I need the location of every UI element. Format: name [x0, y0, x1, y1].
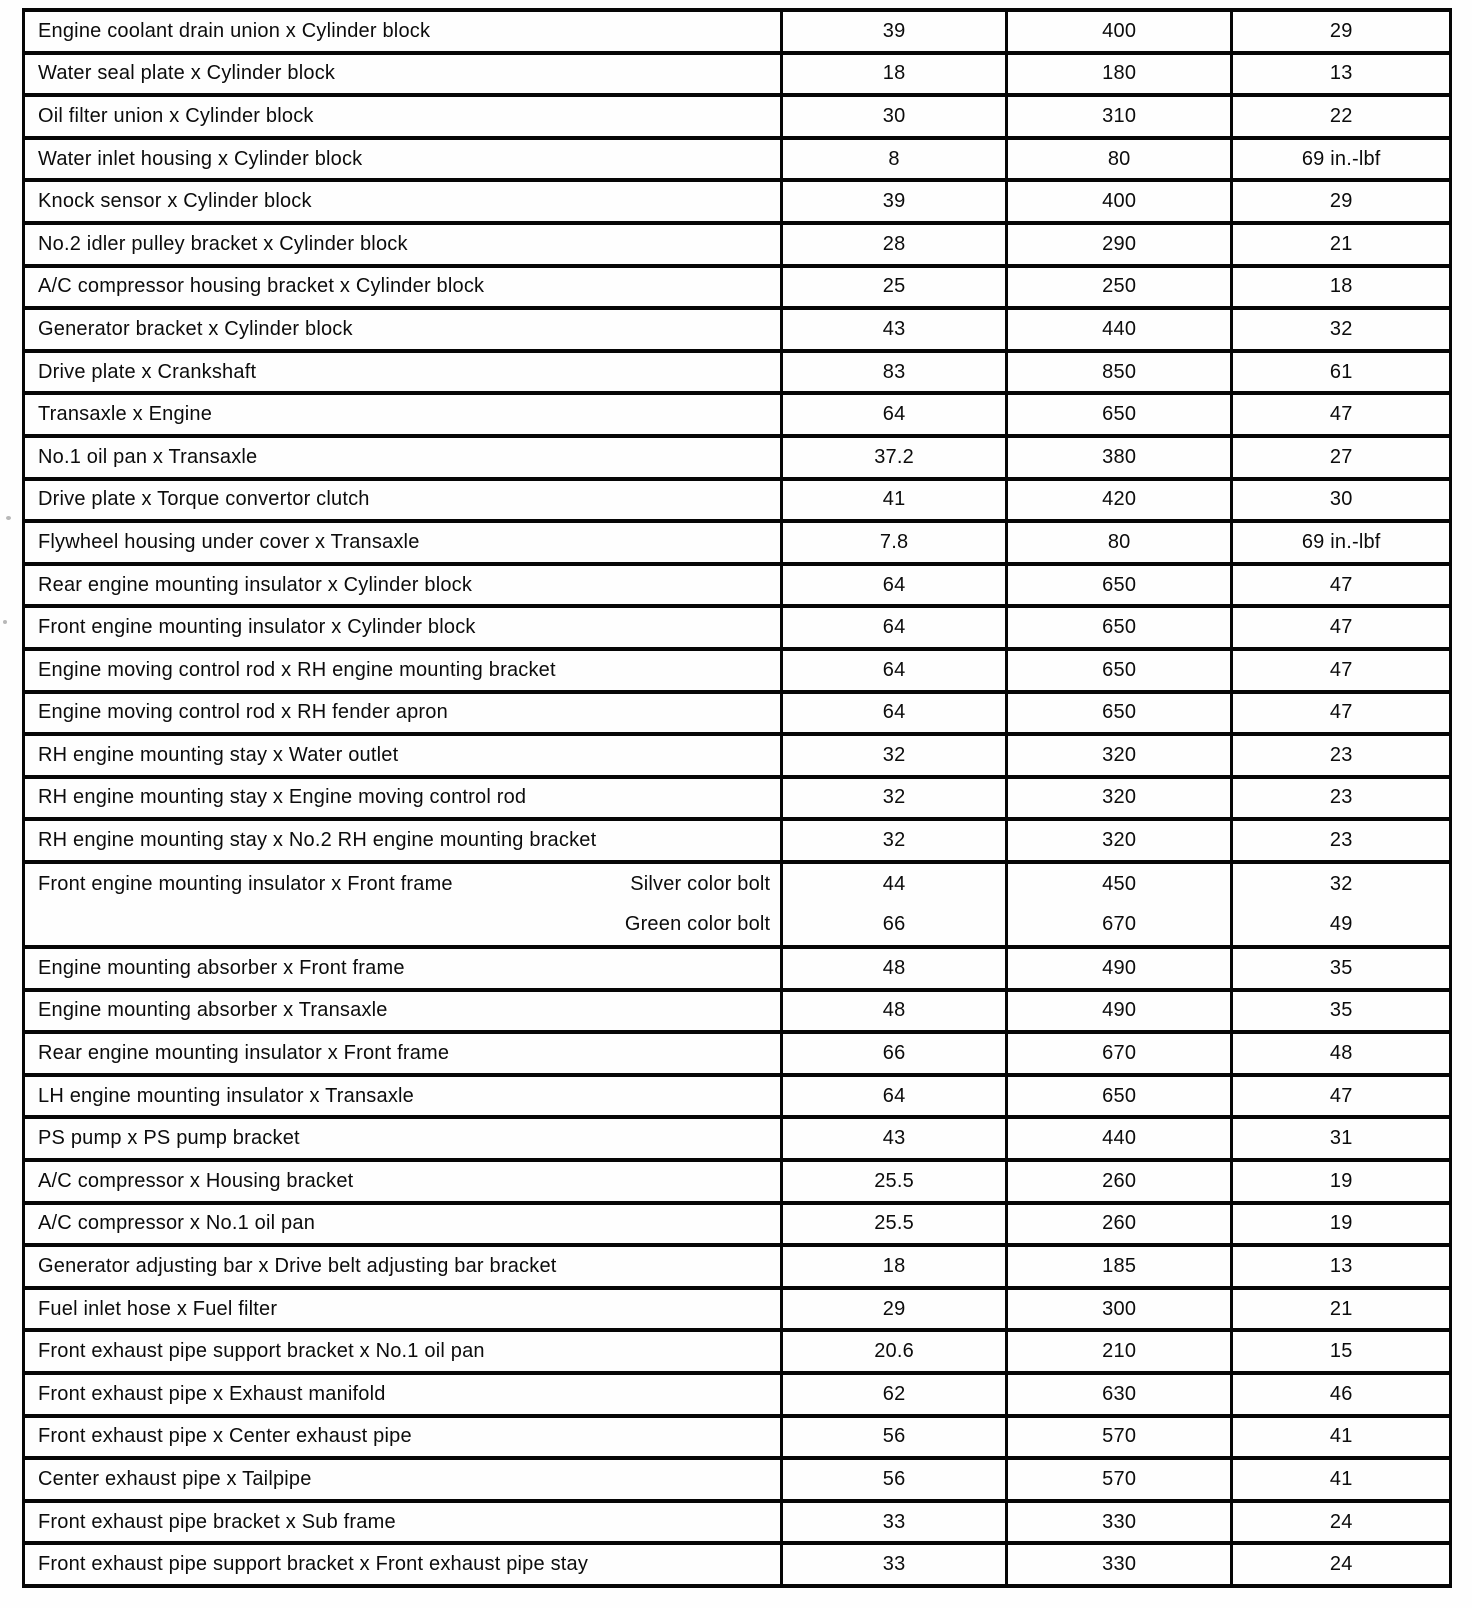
nm-value-cell: 37.2	[782, 436, 1007, 479]
nm-value-cell: 64	[782, 606, 1007, 649]
kgfcm-value-cell: 80	[1006, 138, 1232, 181]
table-row	[24, 180, 1451, 223]
fastener-label: Front engine mounting insulator x Front frame	[38, 872, 453, 895]
ftlbf-value-cell: 69 in.-lbf	[1232, 521, 1451, 564]
fastener-label-cell: No.2 idler pulley bracket x Cylinder block	[24, 223, 782, 266]
scan-artifact	[3, 620, 7, 624]
ftlbf-value-cell: 21	[1232, 223, 1451, 266]
nm-value-cell: 64	[782, 692, 1007, 735]
kgfcm-value-cell: 650	[1006, 393, 1232, 436]
nm-value-cell: 64	[782, 649, 1007, 692]
fastener-label-cell: Water inlet housing x Cylinder block	[24, 138, 782, 181]
kgfcm-value-cell: 850	[1006, 351, 1232, 394]
ftlbf-value-cell: 31	[1232, 1117, 1451, 1160]
table-row	[24, 1075, 1451, 1118]
fastener-label-cell: Front exhaust pipe support bracket x Front exhaust pipe stay	[24, 1543, 782, 1586]
nm-value-cell: 25	[782, 266, 1007, 309]
ftlbf-value-cell: 47	[1232, 1075, 1451, 1118]
fastener-label-cell: Drive plate x Torque convertor clutch	[24, 479, 782, 522]
ftlbf-value-cell: 19	[1232, 1160, 1451, 1203]
kgfcm-value-cell: 320	[1006, 734, 1232, 777]
ftlbf-value-cell: 24	[1232, 1501, 1451, 1544]
nm-value-cell: 33	[782, 1501, 1007, 1544]
table-row	[24, 138, 1451, 181]
fastener-label-cell: Oil filter union x Cylinder block	[24, 95, 782, 138]
variant-value: 32	[1329, 872, 1353, 895]
table-row	[24, 1330, 1451, 1373]
kgfcm-value-cell: 650	[1006, 564, 1232, 607]
table-row	[24, 393, 1451, 436]
ftlbf-value-cell: 24	[1232, 1543, 1451, 1586]
fastener-label-cell: A/C compressor x No.1 oil pan	[24, 1203, 782, 1246]
ftlbf-value-cell: 35	[1232, 947, 1451, 990]
scan-artifact	[6, 516, 11, 520]
nm-value-cell: 18	[782, 1245, 1007, 1288]
kgfcm-value-cell: 650	[1006, 692, 1232, 735]
kgfcm-value-cell: 440	[1006, 308, 1232, 351]
fastener-label-cell: Fuel inlet hose x Fuel filter	[24, 1288, 782, 1331]
ftlbf-value-cell	[1232, 862, 1451, 947]
ftlbf-value-cell: 69 in.-lbf	[1232, 138, 1451, 181]
table-row	[24, 10, 1451, 53]
fastener-label-cell: No.1 oil pan x Transaxle	[24, 436, 782, 479]
table-row	[24, 649, 1451, 692]
fastener-label-cell: Flywheel housing under cover x Transaxle	[24, 521, 782, 564]
torque-spec-table-body	[24, 10, 1451, 1586]
ftlbf-value-cell: 61	[1232, 351, 1451, 394]
table-row	[24, 223, 1451, 266]
ftlbf-value-cell: 35	[1232, 990, 1451, 1033]
nm-value-cell: 32	[782, 734, 1007, 777]
fastener-label-cell: Center exhaust pipe x Tailpipe	[24, 1458, 782, 1501]
fastener-label-cell: RH engine mounting stay x No.2 RH engine mounting bracket	[24, 819, 782, 862]
kgfcm-value-cell: 650	[1006, 1075, 1232, 1118]
fastener-label-cell: Knock sensor x Cylinder block	[24, 180, 782, 223]
nm-value-cell: 29	[782, 1288, 1007, 1331]
fastener-label-cell: Drive plate x Crankshaft	[24, 351, 782, 394]
fastener-label-cell: A/C compressor housing bracket x Cylinder block	[24, 266, 782, 309]
variant-value: 49	[1329, 913, 1353, 936]
kgfcm-value-cell: 570	[1006, 1416, 1232, 1459]
kgfcm-value-cell: 210	[1006, 1330, 1232, 1373]
nm-value-cell: 66	[782, 1032, 1007, 1075]
fastener-label-cell: Front exhaust pipe support bracket x No.1 oil pan	[24, 1330, 782, 1373]
fastener-label-cell: Engine moving control rod x RH engine mounting bracket	[24, 649, 782, 692]
fastener-label-cell: A/C compressor x Housing bracket	[24, 1160, 782, 1203]
kgfcm-value-cell: 330	[1006, 1501, 1232, 1544]
fastener-label-cell: RH engine mounting stay x Engine moving control rod	[24, 777, 782, 820]
kgfcm-value-cell: 320	[1006, 777, 1232, 820]
nm-value-cell: 25.5	[782, 1160, 1007, 1203]
nm-value-cell	[782, 862, 1007, 947]
kgfcm-value-cell: 650	[1006, 606, 1232, 649]
kgfcm-value-cell: 180	[1006, 53, 1232, 96]
ftlbf-value-cell: 32	[1232, 308, 1451, 351]
fastener-label-cell: Front exhaust pipe bracket x Sub frame	[24, 1501, 782, 1544]
table-row	[24, 734, 1451, 777]
variant-label-wrap	[38, 864, 770, 945]
kgfcm-value-cell: 80	[1006, 521, 1232, 564]
torque-spec-table	[22, 8, 1452, 1588]
table-row	[24, 1501, 1451, 1544]
ftlbf-value-cell: 41	[1232, 1458, 1451, 1501]
fastener-label-cell: Engine moving control rod x RH fender apron	[24, 692, 782, 735]
ftlbf-value-cell: 23	[1232, 819, 1451, 862]
table-row	[24, 947, 1451, 990]
nm-value-cell: 33	[782, 1543, 1007, 1586]
fastener-label-cell: LH engine mounting insulator x Transaxle	[24, 1075, 782, 1118]
fastener-label-cell: Front exhaust pipe x Center exhaust pipe	[24, 1416, 782, 1459]
fastener-label-cell: Water seal plate x Cylinder block	[24, 53, 782, 96]
kgfcm-value-cell: 330	[1006, 1543, 1232, 1586]
table-row	[24, 351, 1451, 394]
table-row	[24, 521, 1451, 564]
nm-value-cell: 43	[782, 308, 1007, 351]
table-row	[24, 777, 1451, 820]
kgfcm-value-cell: 400	[1006, 180, 1232, 223]
kgfcm-value-cell: 260	[1006, 1160, 1232, 1203]
ftlbf-value-cell: 21	[1232, 1288, 1451, 1331]
kgfcm-value-cell: 440	[1006, 1117, 1232, 1160]
table-row	[24, 692, 1451, 735]
ftlbf-value-cell: 47	[1232, 649, 1451, 692]
ftlbf-value-cell: 30	[1232, 479, 1451, 522]
fastener-label-cell: Generator adjusting bar x Drive belt adjusting bar bracket	[24, 1245, 782, 1288]
nm-value-cell: 18	[782, 53, 1007, 96]
kgfcm-value-cell: 420	[1006, 479, 1232, 522]
fastener-label-cell	[24, 862, 782, 947]
fastener-label-cell: RH engine mounting stay x Water outlet	[24, 734, 782, 777]
ftlbf-value-cell: 41	[1232, 1416, 1451, 1459]
ftlbf-value-cell: 47	[1232, 564, 1451, 607]
fastener-label-cell: PS pump x PS pump bracket	[24, 1117, 782, 1160]
table-row	[24, 564, 1451, 607]
table-row	[24, 1032, 1451, 1075]
kgfcm-value-cell: 630	[1006, 1373, 1232, 1416]
ftlbf-value-cell: 18	[1232, 266, 1451, 309]
table-row	[24, 266, 1451, 309]
fastener-label-cell: Engine mounting absorber x Front frame	[24, 947, 782, 990]
kgfcm-value-cell: 490	[1006, 990, 1232, 1033]
kgfcm-value-cell: 650	[1006, 649, 1232, 692]
nm-value-cell: 28	[782, 223, 1007, 266]
table-row	[24, 606, 1451, 649]
fastener-label-cell: Transaxle x Engine	[24, 393, 782, 436]
table-row	[24, 436, 1451, 479]
nm-value-cell: 30	[782, 95, 1007, 138]
kgfcm-value-cell: 300	[1006, 1288, 1232, 1331]
table-row	[24, 1160, 1451, 1203]
variant-value-stack	[1233, 864, 1449, 945]
nm-value-cell: 64	[782, 1075, 1007, 1118]
nm-value-cell: 48	[782, 947, 1007, 990]
table-row	[24, 308, 1451, 351]
table-row	[24, 819, 1451, 862]
variant-value: 670	[1102, 913, 1137, 936]
nm-value-cell: 64	[782, 393, 1007, 436]
fastener-label-cell: Front exhaust pipe x Exhaust manifold	[24, 1373, 782, 1416]
table-row	[24, 862, 1451, 947]
nm-value-cell: 8	[782, 138, 1007, 181]
bolt-variant-note: Green color bolt	[624, 913, 771, 936]
fastener-label-cell: Engine coolant drain union x Cylinder block	[24, 10, 782, 53]
nm-value-cell: 56	[782, 1458, 1007, 1501]
bolt-variant-note: Silver color bolt	[630, 872, 771, 895]
nm-value-cell: 20.6	[782, 1330, 1007, 1373]
kgfcm-value-cell: 250	[1006, 266, 1232, 309]
table-row	[24, 1245, 1451, 1288]
fastener-label-cell: Front engine mounting insulator x Cylinder block	[24, 606, 782, 649]
nm-value-cell: 62	[782, 1373, 1007, 1416]
nm-value-cell: 39	[782, 180, 1007, 223]
nm-value-cell: 32	[782, 777, 1007, 820]
nm-value-cell: 56	[782, 1416, 1007, 1459]
nm-value-cell: 83	[782, 351, 1007, 394]
nm-value-cell: 32	[782, 819, 1007, 862]
kgfcm-value-cell: 260	[1006, 1203, 1232, 1246]
nm-value-cell: 25.5	[782, 1203, 1007, 1246]
fastener-label-cell: Rear engine mounting insulator x Front frame	[24, 1032, 782, 1075]
table-row	[24, 1203, 1451, 1246]
nm-value-cell: 43	[782, 1117, 1007, 1160]
ftlbf-value-cell: 29	[1232, 180, 1451, 223]
ftlbf-value-cell: 27	[1232, 436, 1451, 479]
nm-value-cell: 41	[782, 479, 1007, 522]
kgfcm-value-cell: 310	[1006, 95, 1232, 138]
table-row	[24, 1117, 1451, 1160]
kgfcm-value-cell: 185	[1006, 1245, 1232, 1288]
kgfcm-value-cell: 290	[1006, 223, 1232, 266]
fastener-label-cell: Generator bracket x Cylinder block	[24, 308, 782, 351]
table-row	[24, 1288, 1451, 1331]
table-row	[24, 1416, 1451, 1459]
ftlbf-value-cell: 15	[1232, 1330, 1451, 1373]
nm-value-cell: 48	[782, 990, 1007, 1033]
nm-value-cell: 7.8	[782, 521, 1007, 564]
kgfcm-value-cell: 320	[1006, 819, 1232, 862]
fastener-label-cell: Engine mounting absorber x Transaxle	[24, 990, 782, 1033]
table-row	[24, 53, 1451, 96]
kgfcm-value-cell: 380	[1006, 436, 1232, 479]
ftlbf-value-cell: 46	[1232, 1373, 1451, 1416]
nm-value-cell: 39	[782, 10, 1007, 53]
ftlbf-value-cell: 22	[1232, 95, 1451, 138]
ftlbf-value-cell: 19	[1232, 1203, 1451, 1246]
kgfcm-value-cell: 670	[1006, 1032, 1232, 1075]
kgfcm-value-cell	[1006, 862, 1232, 947]
kgfcm-value-cell: 400	[1006, 10, 1232, 53]
variant-value: 44	[882, 872, 906, 895]
table-row	[24, 1373, 1451, 1416]
table-row	[24, 1458, 1451, 1501]
ftlbf-value-cell: 23	[1232, 734, 1451, 777]
ftlbf-value-cell: 48	[1232, 1032, 1451, 1075]
table-row	[24, 95, 1451, 138]
ftlbf-value-cell: 23	[1232, 777, 1451, 820]
ftlbf-value-cell: 47	[1232, 606, 1451, 649]
variant-value-stack	[1008, 864, 1231, 945]
table-row	[24, 1543, 1451, 1586]
nm-value-cell: 64	[782, 564, 1007, 607]
ftlbf-value-cell: 13	[1232, 53, 1451, 96]
table-row	[24, 479, 1451, 522]
kgfcm-value-cell: 490	[1006, 947, 1232, 990]
ftlbf-value-cell: 47	[1232, 393, 1451, 436]
kgfcm-value-cell: 570	[1006, 1458, 1232, 1501]
variant-value: 66	[882, 913, 906, 936]
table-row	[24, 990, 1451, 1033]
variant-value: 450	[1102, 872, 1137, 895]
bolt-variant-notes	[625, 864, 771, 945]
ftlbf-value-cell: 13	[1232, 1245, 1451, 1288]
fastener-label-cell: Rear engine mounting insulator x Cylinder block	[24, 564, 782, 607]
variant-value-stack	[783, 864, 1005, 945]
ftlbf-value-cell: 29	[1232, 10, 1451, 53]
ftlbf-value-cell: 47	[1232, 692, 1451, 735]
